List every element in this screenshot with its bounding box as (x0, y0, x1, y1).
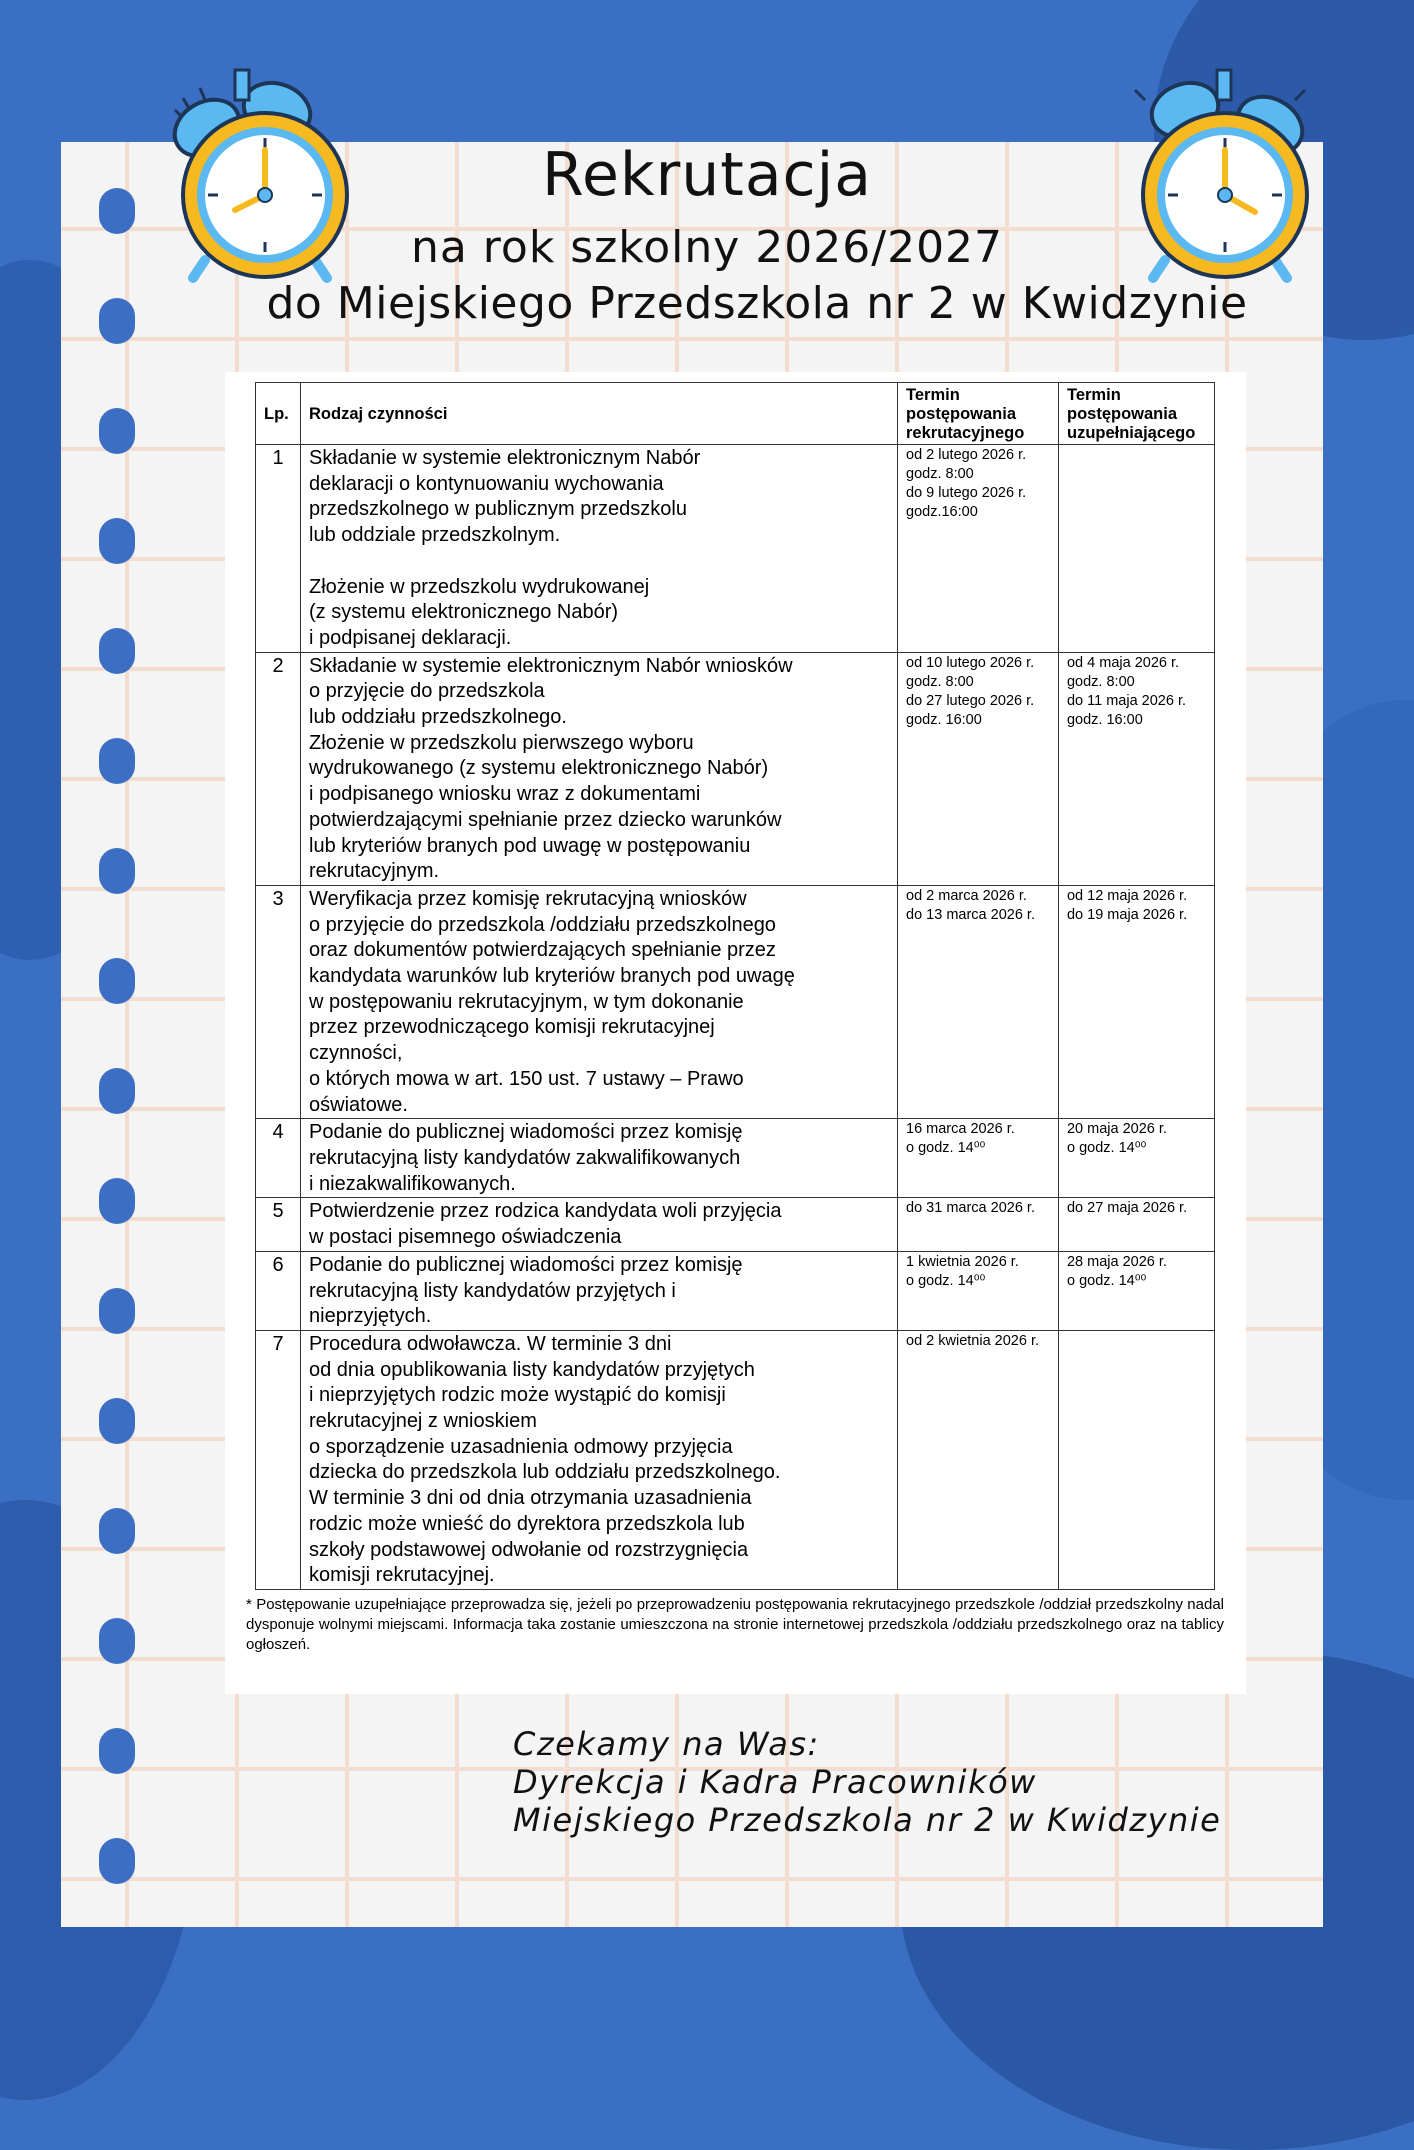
table-header-row (256, 383, 1215, 445)
notebook-hole (99, 1288, 135, 1334)
row-term-supp: od 4 maja 2026 r. godz. 8:00 do 11 maja 2026 r. godz. 16:00 (1058, 652, 1214, 885)
notebook-hole (99, 1728, 135, 1774)
page-subtitle-year: na rok szkolny 2026/2027 (410, 222, 1004, 273)
table-row (256, 885, 1215, 1118)
row-term-main: 16 marca 2026 r. o godz. 14⁰⁰ (898, 1119, 1059, 1198)
header-activity: Rodzaj czynności (301, 383, 898, 445)
table-row (256, 1330, 1215, 1589)
row-number: 5 (256, 1198, 301, 1251)
table-row (256, 1251, 1215, 1330)
row-number: 4 (256, 1119, 301, 1198)
row-term-supp: do 27 maja 2026 r. (1058, 1198, 1214, 1251)
row-activity: Składanie w systemie elektronicznym Nabór wniosków o przyjęcie do przedszkola lub oddziału przedszkolnego. Złożenie w przedszkolu pierwszego wyboru wydrukowanego (z systemu elektronicznego Nabór) i podpisanego wniosku wraz z dokumentami potwierdzającymi spełnianie przez dziecko warunków lub kryteriów branych pod uwagę w postępowaniu rekrutacyjnym. (301, 652, 898, 885)
table-row (256, 1119, 1215, 1198)
closing-message (513, 1725, 1221, 1839)
page-title: Rekrutacja (541, 140, 873, 210)
notebook-hole (99, 408, 135, 454)
table-row (256, 445, 1215, 653)
notebook-hole (99, 848, 135, 894)
row-activity: Podanie do publicznej wiadomości przez komisję rekrutacyjną listy kandydatów zakwalifikowanych i niezakwalifikowanych. (301, 1119, 898, 1198)
row-term-supp (1058, 1330, 1214, 1589)
closing-line: Miejskiego Przedszkola nr 2 w Kwidzynie (513, 1801, 1222, 1839)
table-row (256, 1198, 1215, 1251)
row-activity: Procedura odwoławcza. W terminie 3 dni od dnia opublikowania listy kandydatów przyjętych i nieprzyjętych rodzic może wystąpić do komisji rekrutacyjnej z wnioskiem o sporządzenie uzasadnienia odmowy przyjęcia dziecka do przedszkola lub oddziału przedszkolnego. W terminie 3 dni od dnia otrzymania uzasadnienia rodzic może wnieść do dyrektora przedszkola lub szkoły podstawowej odwołanie od rozstrzygnięcia komisji rekrutacyjnej. (301, 1330, 898, 1589)
row-number: 2 (256, 652, 301, 885)
schedule-table (255, 382, 1215, 1590)
row-number: 6 (256, 1251, 301, 1330)
row-activity: Składanie w systemie elektronicznym Nabór deklaracji o kontynuowaniu wychowania przedszkolnego w publicznym przedszkolu lub oddziale przedszkolnym. Złożenie w przedszkolu wydrukowanej (z systemu elektronicznego Nabór) i podpisanej deklaracji. (301, 445, 898, 653)
row-activity: Potwierdzenie przez rodzica kandydata woli przyjęcia w postaci pisemnego oświadczenia (301, 1198, 898, 1251)
row-term-main: 1 kwietnia 2026 r. o godz. 14⁰⁰ (898, 1251, 1059, 1330)
page-subtitle-school: do Miejskiego Przedszkola nr 2 w Kwidzynie (266, 278, 1248, 329)
row-activity: Weryfikacja przez komisję rekrutacyjną wniosków o przyjęcie do przedszkola /oddziału przedszkolnego oraz dokumentów potwierdzających spełnianie przez kandydata warunków lub kryteriów branych pod uwagę w postępowaniu rekrutacyjnym, w tym dokonanie przez przewodniczącego komisji rekrutacyjnej czynności, o których mowa w art. 150 ust. 7 ustawy – Prawo oświatowe. (301, 885, 898, 1118)
header-term-supp: Termin postępowania uzupełniającego (1058, 383, 1214, 445)
notebook-hole (99, 628, 135, 674)
notebook-hole (99, 1398, 135, 1444)
header-term-main: Termin postępowania rekrutacyjnego (898, 383, 1059, 445)
notebook-hole (99, 1068, 135, 1114)
row-term-main: od 2 kwietnia 2026 r. (898, 1330, 1059, 1589)
footnote: * Postępowanie uzupełniające przeprowadza się, jeżeli po przeprowadzeniu postępowania rekrutacyjnego przedszkole /oddział przedszkolny nadal dysponuje wolnymi miejscami. Informacja taka zostanie umieszczona na stronie internetowej przedszkola /oddziału przedszkolnego oraz na tablicy ogłoszeń. (246, 1596, 1224, 1653)
row-term-supp: 28 maja 2026 r. o godz. 14⁰⁰ (1058, 1251, 1214, 1330)
closing-line: Dyrekcja i Kadra Pracowników (513, 1763, 1037, 1801)
schedule-document (225, 372, 1246, 1694)
row-term-main: od 2 lutego 2026 r. godz. 8:00 do 9 lutego 2026 r. godz.16:00 (898, 445, 1059, 653)
row-number: 7 (256, 1330, 301, 1589)
row-term-main: do 31 marca 2026 r. (898, 1198, 1059, 1251)
row-term-main: od 10 lutego 2026 r. godz. 8:00 do 27 lutego 2026 r. godz. 16:00 (898, 652, 1059, 885)
table-row (256, 652, 1215, 885)
notebook-hole (99, 1838, 135, 1884)
notebook-hole (99, 958, 135, 1004)
row-term-supp: od 12 maja 2026 r. do 19 maja 2026 r. (1058, 885, 1214, 1118)
row-term-supp: 20 maja 2026 r. o godz. 14⁰⁰ (1058, 1119, 1214, 1198)
row-number: 1 (256, 445, 301, 653)
row-term-main: od 2 marca 2026 r. do 13 marca 2026 r. (898, 885, 1059, 1118)
row-number: 3 (256, 885, 301, 1118)
notebook-hole (99, 1508, 135, 1554)
notebook-hole (99, 738, 135, 784)
row-activity: Podanie do publicznej wiadomości przez komisję rekrutacyjną listy kandydatów przyjętych i nieprzyjętych. (301, 1251, 898, 1330)
row-term-supp (1058, 445, 1214, 653)
notebook-hole (99, 1618, 135, 1664)
notebook-hole (99, 1178, 135, 1224)
header-lp: Lp. (256, 383, 301, 445)
notebook-hole (99, 518, 135, 564)
closing-line: Czekamy na Was: (513, 1725, 820, 1763)
